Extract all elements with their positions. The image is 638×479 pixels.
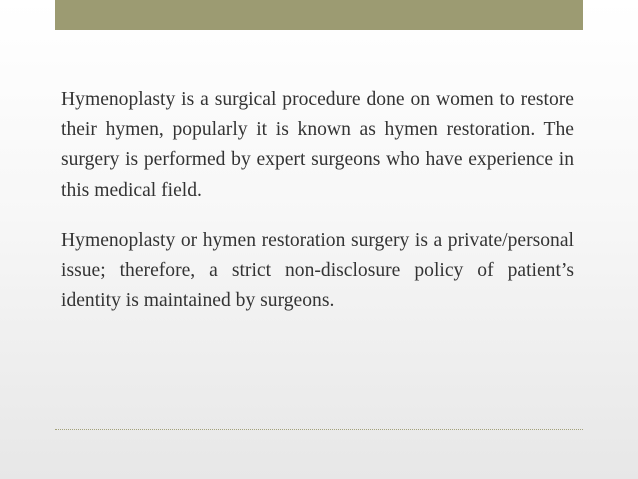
header-accent-bar [55, 0, 583, 30]
slide-body [61, 85, 574, 316]
footer-divider [55, 429, 583, 430]
paragraph-privacy: Hymenoplasty or hymen restoration surgery is a private/personal issue; therefore, a strict non-disclosure policy of patient’s identity is maintained by surgeons. [61, 229, 574, 312]
paragraph-definition: Hymenoplasty is a surgical procedure done on women to restore their hymen, popularly it is known as hymen restoration. The surgery is performed by expert surgeons who have experience in this medical field. [61, 89, 574, 201]
